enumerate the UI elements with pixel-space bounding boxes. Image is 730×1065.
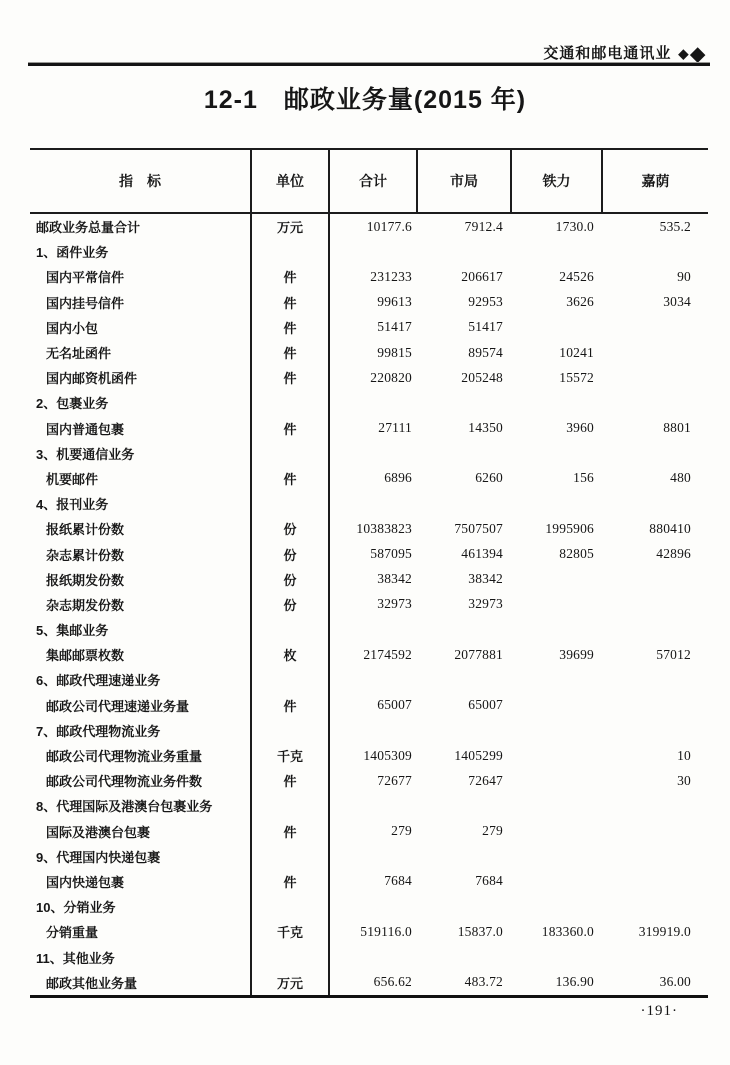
table-row <box>30 869 708 894</box>
value-cell: 136.90 <box>555 974 594 990</box>
value-cell <box>603 365 708 390</box>
value-cell <box>330 844 418 869</box>
value-cell: 483.72 <box>464 974 503 990</box>
value-cell <box>603 693 708 718</box>
table-row <box>30 416 708 441</box>
value-cell <box>418 667 512 692</box>
table-row <box>30 365 708 390</box>
value-cell <box>512 617 603 642</box>
value-cell: 7507507 <box>454 520 503 536</box>
value-cell: 10241 <box>559 344 594 360</box>
row-label: 报纸累计份数 <box>30 516 252 541</box>
value-cell: 1405309 <box>363 747 412 763</box>
unit-cell: 件 <box>252 869 330 894</box>
value-cell: 279 <box>391 823 412 839</box>
value-cell <box>330 793 418 818</box>
column-header-jiayin: 嘉荫 <box>641 173 670 189</box>
row-label: 国内邮资机函件 <box>30 365 252 390</box>
value-cell <box>512 844 603 869</box>
value-cell: 3626 <box>566 294 594 310</box>
row-label: 5、集邮业务 <box>30 617 252 642</box>
value-cell: 27111 <box>378 420 412 436</box>
table-title: 12-1 邮政业务量(2015 年) <box>203 86 527 114</box>
row-label: 4、报刊业务 <box>30 491 252 516</box>
row-label: 7、邮政代理物流业务 <box>30 718 252 743</box>
diamond-icon-large: ◆ <box>690 44 706 65</box>
value-cell: 10383823 <box>356 520 412 536</box>
table-row <box>30 919 708 944</box>
table-row <box>30 290 708 315</box>
table-header-row <box>30 150 708 214</box>
row-label: 邮政公司代理物流业务重量 <box>30 743 252 768</box>
value-cell: 89574 <box>468 344 503 360</box>
row-label: 8、代理国际及港澳台包裹业务 <box>30 793 252 818</box>
value-cell: 90 <box>677 268 691 284</box>
value-cell: 480 <box>670 470 691 486</box>
row-label: 机要邮件 <box>30 466 252 491</box>
column-header-unit: 单位 <box>252 150 330 212</box>
table-row <box>30 970 708 995</box>
value-cell: 231233 <box>370 268 412 284</box>
unit-cell: 件 <box>252 290 330 315</box>
row-label: 邮政公司代理速递业务量 <box>30 693 252 718</box>
value-cell: 319919.0 <box>638 923 691 939</box>
table-row <box>30 567 708 592</box>
table-row <box>30 315 708 340</box>
table-row <box>30 718 708 743</box>
diamond-icon-small: ◆ <box>678 46 690 61</box>
value-cell <box>418 793 512 818</box>
value-cell: 156 <box>573 470 594 486</box>
value-cell <box>418 844 512 869</box>
value-cell: 99815 <box>377 344 412 360</box>
value-cell <box>418 944 512 969</box>
value-cell <box>330 239 418 264</box>
unit-cell: 件 <box>252 819 330 844</box>
value-cell: 206617 <box>461 268 503 284</box>
unit-cell <box>252 239 330 264</box>
value-cell: 15572 <box>559 369 594 385</box>
table-row <box>30 743 708 768</box>
value-cell: 14350 <box>468 420 503 436</box>
unit-cell: 份 <box>252 567 330 592</box>
table-row <box>30 264 708 289</box>
page-number: ·191· <box>640 1003 678 1019</box>
value-cell <box>512 390 603 415</box>
column-header-tieli: 铁力 <box>512 150 603 212</box>
value-cell: 8801 <box>663 420 691 436</box>
value-cell <box>603 592 708 617</box>
unit-cell <box>252 491 330 516</box>
value-cell <box>330 667 418 692</box>
unit-cell: 件 <box>252 264 330 289</box>
row-label: 国内快递包裹 <box>30 869 252 894</box>
value-cell: 1405299 <box>454 747 503 763</box>
table-row <box>30 944 708 969</box>
unit-cell: 件 <box>252 693 330 718</box>
value-cell: 2174592 <box>363 646 412 662</box>
value-cell: 183360.0 <box>541 923 594 939</box>
row-label: 国际及港澳台包裹 <box>30 819 252 844</box>
value-cell <box>330 491 418 516</box>
value-cell: 880410 <box>649 520 691 536</box>
value-cell <box>512 491 603 516</box>
value-cell: 92953 <box>468 294 503 310</box>
unit-cell <box>252 844 330 869</box>
value-cell <box>418 617 512 642</box>
value-cell: 1730.0 <box>555 218 594 234</box>
value-cell: 24526 <box>559 268 594 284</box>
value-cell: 2077881 <box>454 646 503 662</box>
value-cell <box>512 869 603 894</box>
row-label: 分销重量 <box>30 919 252 944</box>
unit-cell <box>252 617 330 642</box>
row-label: 2、包裹业务 <box>30 390 252 415</box>
row-label: 11、其他业务 <box>30 944 252 969</box>
table-row <box>30 239 708 264</box>
value-cell <box>603 667 708 692</box>
value-cell <box>512 944 603 969</box>
unit-cell <box>252 944 330 969</box>
unit-cell: 件 <box>252 315 330 340</box>
value-cell: 32973 <box>468 596 503 612</box>
value-cell: 205248 <box>461 369 503 385</box>
value-cell: 38342 <box>377 571 412 587</box>
column-header-total: 合计 <box>330 150 418 212</box>
value-cell <box>330 944 418 969</box>
value-cell <box>330 390 418 415</box>
unit-cell: 件 <box>252 365 330 390</box>
row-label: 9、代理国内快递包裹 <box>30 844 252 869</box>
value-cell: 1995906 <box>545 520 594 536</box>
value-cell <box>418 718 512 743</box>
value-cell <box>418 491 512 516</box>
row-label: 1、函件业务 <box>30 239 252 264</box>
value-cell: 72677 <box>377 772 412 788</box>
value-cell: 36.00 <box>659 974 691 990</box>
column-header-shiju: 市局 <box>418 150 512 212</box>
value-cell <box>330 718 418 743</box>
postal-statistics-table <box>30 148 708 998</box>
value-cell <box>512 793 603 818</box>
value-cell <box>603 869 708 894</box>
unit-cell <box>252 667 330 692</box>
value-cell: 656.62 <box>373 974 412 990</box>
row-label: 3、机要通信业务 <box>30 441 252 466</box>
table-row <box>30 214 708 239</box>
value-cell <box>512 592 603 617</box>
value-cell <box>330 441 418 466</box>
value-cell <box>603 844 708 869</box>
unit-cell: 千克 <box>252 743 330 768</box>
value-cell: 99613 <box>377 294 412 310</box>
unit-cell: 件 <box>252 768 330 793</box>
row-label: 10、分销业务 <box>30 894 252 919</box>
value-cell: 32973 <box>377 596 412 612</box>
row-label: 6、邮政代理速递业务 <box>30 667 252 692</box>
table-row <box>30 642 708 667</box>
value-cell: 65007 <box>468 697 503 713</box>
value-cell: 38342 <box>468 571 503 587</box>
table-row <box>30 441 708 466</box>
value-cell <box>512 567 603 592</box>
value-cell: 82805 <box>559 546 594 562</box>
value-cell <box>512 315 603 340</box>
value-cell: 39699 <box>559 646 594 662</box>
unit-cell: 万元 <box>252 214 330 239</box>
table-row <box>30 340 708 365</box>
value-cell <box>512 768 603 793</box>
unit-cell <box>252 390 330 415</box>
value-cell <box>512 718 603 743</box>
value-cell: 279 <box>482 823 503 839</box>
header-divider-rule <box>28 62 710 66</box>
value-cell <box>603 390 708 415</box>
row-label: 国内挂号信件 <box>30 290 252 315</box>
value-cell: 7912.4 <box>464 218 503 234</box>
row-label: 邮政其他业务量 <box>30 970 252 995</box>
value-cell: 461394 <box>461 546 503 562</box>
value-cell: 220820 <box>370 369 412 385</box>
value-cell: 51417 <box>468 319 503 335</box>
unit-cell: 千克 <box>252 919 330 944</box>
table-row <box>30 667 708 692</box>
row-label: 无名址函件 <box>30 340 252 365</box>
value-cell: 535.2 <box>659 218 691 234</box>
row-label: 国内普通包裹 <box>30 416 252 441</box>
unit-cell: 份 <box>252 516 330 541</box>
value-cell: 7684 <box>475 873 503 889</box>
table-row <box>30 541 708 566</box>
value-cell <box>418 390 512 415</box>
value-cell <box>512 239 603 264</box>
value-cell: 72647 <box>468 772 503 788</box>
value-cell <box>603 944 708 969</box>
unit-cell: 万元 <box>252 970 330 995</box>
value-cell <box>418 441 512 466</box>
table-row <box>30 793 708 818</box>
value-cell <box>603 491 708 516</box>
table-row <box>30 617 708 642</box>
unit-cell <box>252 793 330 818</box>
unit-cell <box>252 894 330 919</box>
value-cell <box>418 894 512 919</box>
table-row <box>30 894 708 919</box>
unit-cell: 份 <box>252 592 330 617</box>
row-label: 报纸期发份数 <box>30 567 252 592</box>
value-cell: 15837.0 <box>457 923 503 939</box>
value-cell: 3034 <box>663 294 691 310</box>
value-cell: 10 <box>677 747 691 763</box>
value-cell <box>603 718 708 743</box>
table-row <box>30 516 708 541</box>
value-cell <box>603 567 708 592</box>
unit-cell: 件 <box>252 416 330 441</box>
row-label: 国内小包 <box>30 315 252 340</box>
value-cell: 6260 <box>475 470 503 486</box>
unit-cell: 份 <box>252 541 330 566</box>
unit-cell <box>252 441 330 466</box>
value-cell <box>603 617 708 642</box>
value-cell <box>418 239 512 264</box>
value-cell <box>603 793 708 818</box>
value-cell: 587095 <box>370 546 412 562</box>
value-cell: 65007 <box>377 697 412 713</box>
value-cell: 519116.0 <box>360 923 412 939</box>
value-cell <box>512 743 603 768</box>
value-cell: 10177.6 <box>366 218 412 234</box>
value-cell <box>603 894 708 919</box>
value-cell <box>603 340 708 365</box>
table-row <box>30 491 708 516</box>
value-cell <box>512 441 603 466</box>
value-cell: 6896 <box>384 470 412 486</box>
value-cell <box>603 819 708 844</box>
value-cell: 30 <box>677 772 691 788</box>
unit-cell: 件 <box>252 466 330 491</box>
table-row <box>30 819 708 844</box>
row-label: 杂志期发份数 <box>30 592 252 617</box>
chapter-title-text: 交通和邮电通讯业 <box>543 45 672 62</box>
table-row <box>30 768 708 793</box>
unit-cell <box>252 718 330 743</box>
unit-cell: 件 <box>252 340 330 365</box>
value-cell: 7684 <box>384 873 412 889</box>
column-header-indicator: 指 标 <box>30 150 252 212</box>
value-cell <box>603 239 708 264</box>
table-row <box>30 693 708 718</box>
value-cell: 3960 <box>566 420 594 436</box>
value-cell <box>330 617 418 642</box>
table-row <box>30 592 708 617</box>
table-row <box>30 844 708 869</box>
value-cell <box>330 894 418 919</box>
value-cell: 51417 <box>377 319 412 335</box>
value-cell <box>603 441 708 466</box>
value-cell: 42896 <box>656 546 691 562</box>
value-cell <box>512 819 603 844</box>
unit-cell: 枚 <box>252 642 330 667</box>
table-row <box>30 466 708 491</box>
value-cell <box>512 894 603 919</box>
value-cell: 57012 <box>656 646 691 662</box>
table-body <box>30 214 708 995</box>
table-row <box>30 390 708 415</box>
row-label: 集邮邮票枚数 <box>30 642 252 667</box>
value-cell <box>603 315 708 340</box>
value-cell <box>512 667 603 692</box>
row-label: 邮政公司代理物流业务件数 <box>30 768 252 793</box>
row-label: 杂志累计份数 <box>30 541 252 566</box>
value-cell <box>512 693 603 718</box>
row-label: 邮政业务总量合计 <box>30 214 252 239</box>
row-label: 国内平常信件 <box>30 264 252 289</box>
